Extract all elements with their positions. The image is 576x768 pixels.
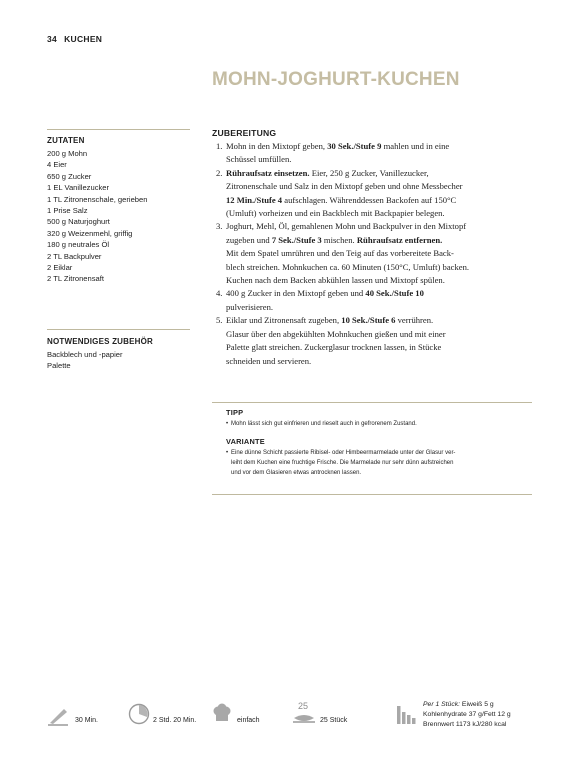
step-text: Zitronenschale und Salz in den Mixtopf geben und ohne Messbecher xyxy=(226,181,463,192)
step-text: mischen. xyxy=(321,234,357,245)
variant-bullet: • xyxy=(226,450,229,456)
step-line xyxy=(226,355,532,368)
step-line xyxy=(226,247,532,260)
running-header xyxy=(47,34,102,44)
tip-body: Mohn lässt sich gut einfrieren und rieselt auch in gefrorenem Zustand. xyxy=(231,421,417,427)
nutrition-carbs-fat: Kohlenhydrate 37 g/Fett 12 g xyxy=(423,711,511,718)
difficulty: einfach xyxy=(237,717,260,724)
step-text: verrühren. xyxy=(395,315,434,326)
step-emphasis: 10 Sek./Stufe 6 xyxy=(341,315,396,326)
ingredient-item: 2 Eiklar xyxy=(47,263,73,273)
page-number: 34 xyxy=(47,34,58,44)
step-emphasis: 12 Min./Stufe 4 xyxy=(226,194,283,205)
tip-section xyxy=(226,408,526,478)
ingredient-item: 1 Prise Salz xyxy=(47,206,88,216)
step-line xyxy=(226,220,532,233)
step-text: Schüssel umfüllen. xyxy=(226,154,292,165)
ingredient-item: 500 g Naturjoghurt xyxy=(47,217,110,227)
nutrition-protein: Eiweiß 5 g xyxy=(461,701,494,708)
step-line xyxy=(226,328,532,341)
step-line xyxy=(226,180,532,193)
step-emphasis: Rühraufsatz einsetzen. xyxy=(226,167,310,178)
step-line xyxy=(226,153,532,166)
plate-icon xyxy=(292,710,316,726)
ingredient-item: 200 g Mohn xyxy=(47,149,88,158)
preparation-heading: ZUBEREITUNG xyxy=(212,128,277,138)
ingredient-item: 1 EL Vanillezucker xyxy=(47,183,110,193)
equipment-item: Backblech und -papier xyxy=(47,350,123,359)
equipment-item: Palette xyxy=(47,361,71,371)
step-line xyxy=(226,194,532,207)
nutrition-lead: Per 1 Stück: xyxy=(423,701,461,708)
step-emphasis: 30 Sek./Stufe 9 xyxy=(327,141,382,151)
tip-text xyxy=(226,419,526,429)
ingredients-list xyxy=(47,148,147,285)
ingredient-item: 1 TL Zitronenschale, gerieben xyxy=(47,194,148,204)
preparation-step xyxy=(212,220,532,287)
ingredient-item: 650 g Zucker xyxy=(47,171,92,181)
equipment-rule xyxy=(47,329,190,330)
ingredient-item: 4 Eier xyxy=(47,160,67,170)
recipe-title: MOHN-JOGHURT-KUCHEN xyxy=(212,69,460,90)
ingredient-item: 2 TL Backpulver xyxy=(47,251,102,261)
tip-bottom-rule xyxy=(212,494,532,495)
step-text: blech streichen. Mohnkuchen ca. 60 Minuten (150°C, Umluft) backen. xyxy=(226,261,470,272)
step-line xyxy=(226,234,532,247)
prep-time: 30 Min. xyxy=(75,717,98,724)
portions-icon-number: 25 xyxy=(298,701,309,711)
chef-hat-icon xyxy=(212,703,232,725)
tip-top-rule xyxy=(212,402,532,403)
tip-bullet: • xyxy=(226,421,229,427)
step-text: Mit dem Spatel umrühren und den Teig auf das vorbereitete Back- xyxy=(226,248,454,259)
tip-heading: TIPP xyxy=(226,408,244,417)
variant-line: Eine dünne Schicht passierte Ribisel- oder Himbeermarmelade unter der Glasur ver- xyxy=(231,450,456,456)
step-number: 5. xyxy=(216,315,223,326)
step-line xyxy=(226,140,532,153)
step-line xyxy=(226,301,532,314)
ingredients-heading: ZUTATEN xyxy=(47,136,85,145)
step-text: Kuchen nach dem Backen abkühlen lassen und Mixtopf spülen. xyxy=(226,275,445,286)
step-line xyxy=(226,314,532,327)
nutrition-energy: Brennwert 1173 kJ/280 kcal xyxy=(423,721,507,728)
preparation-step xyxy=(212,314,532,368)
variant-text xyxy=(226,448,526,478)
preparation-step xyxy=(212,167,532,221)
step-number: 2. xyxy=(216,167,223,178)
step-line xyxy=(226,287,532,300)
step-text: Palette glatt streichen. Zuckerglasur trocknen lassen, in Stücke xyxy=(226,342,442,353)
step-number: 1. xyxy=(216,141,223,151)
variant-heading: VARIANTE xyxy=(226,437,265,446)
preparation-step xyxy=(212,140,532,167)
step-text: schneiden und servieren. xyxy=(226,355,312,366)
prep-time-icon xyxy=(46,705,72,727)
step-number: 4. xyxy=(216,288,223,299)
preparation-step xyxy=(212,287,532,314)
step-line xyxy=(226,261,532,274)
variant-line: und vor dem Glasieren etwas antrocknen lassen. xyxy=(231,470,362,476)
preparation-steps xyxy=(212,140,532,368)
step-line xyxy=(226,167,532,180)
equipment-heading: NOTWENDIGES ZUBEHÖR xyxy=(47,337,154,346)
step-line xyxy=(226,274,532,287)
nutrition-bars-icon xyxy=(395,702,419,726)
nutrition-info xyxy=(423,700,511,730)
step-emphasis: 7 Sek./Stufe 3 xyxy=(271,234,322,245)
step-emphasis: Rühraufsatz entfernen. xyxy=(356,234,443,245)
step-text: Glasur über den abgekühlten Mohnkuchen gießen und mit einer xyxy=(226,328,446,339)
ingredient-item: 180 g neutrales Öl xyxy=(47,240,110,250)
ingredient-item: 2 TL Zitronensaft xyxy=(47,274,104,284)
step-number: 3. xyxy=(216,221,223,232)
clock-icon xyxy=(128,703,150,725)
step-line xyxy=(226,207,532,220)
step-emphasis: 40 Sek./Stufe 10 xyxy=(365,288,424,299)
step-text: zugeben und xyxy=(226,234,272,245)
step-line xyxy=(226,341,532,354)
equipment-list xyxy=(47,349,123,372)
total-time: 2 Std. 20 Min. xyxy=(153,717,197,724)
step-text: mahlen und in eine xyxy=(381,141,450,151)
ingredient-item: 320 g Weizenmehl, griffig xyxy=(47,228,133,238)
section-label: KUCHEN xyxy=(64,34,103,44)
step-text: Joghurt, Mehl, Öl, gemahlenen Mohn und Backpulver in den Mixtopf xyxy=(226,221,467,232)
portions: 25 Stück xyxy=(320,717,348,724)
variant-line: leiht dem Kuchen eine fruchtige Frische. Die Marmelade nur sehr dünn aufstreichen xyxy=(231,460,454,466)
step-text: Eier, 250 g Zucker, Vanillezucker, xyxy=(309,167,429,178)
step-text: 400 g Zucker in den Mixtopf geben und xyxy=(226,288,366,299)
step-text: Eiklar und Zitronensaft zugeben, xyxy=(226,315,342,326)
ingredients-rule xyxy=(47,129,190,130)
step-text: Mohn in den Mixtopf geben, xyxy=(226,141,328,151)
step-text: (Umluft) vorheizen und ein Backblech mit Backpapier belegen. xyxy=(226,208,445,219)
step-text: pulverisieren. xyxy=(226,301,274,312)
step-text: aufschlagen. Währenddessen Backofen auf 150°C xyxy=(282,194,457,205)
